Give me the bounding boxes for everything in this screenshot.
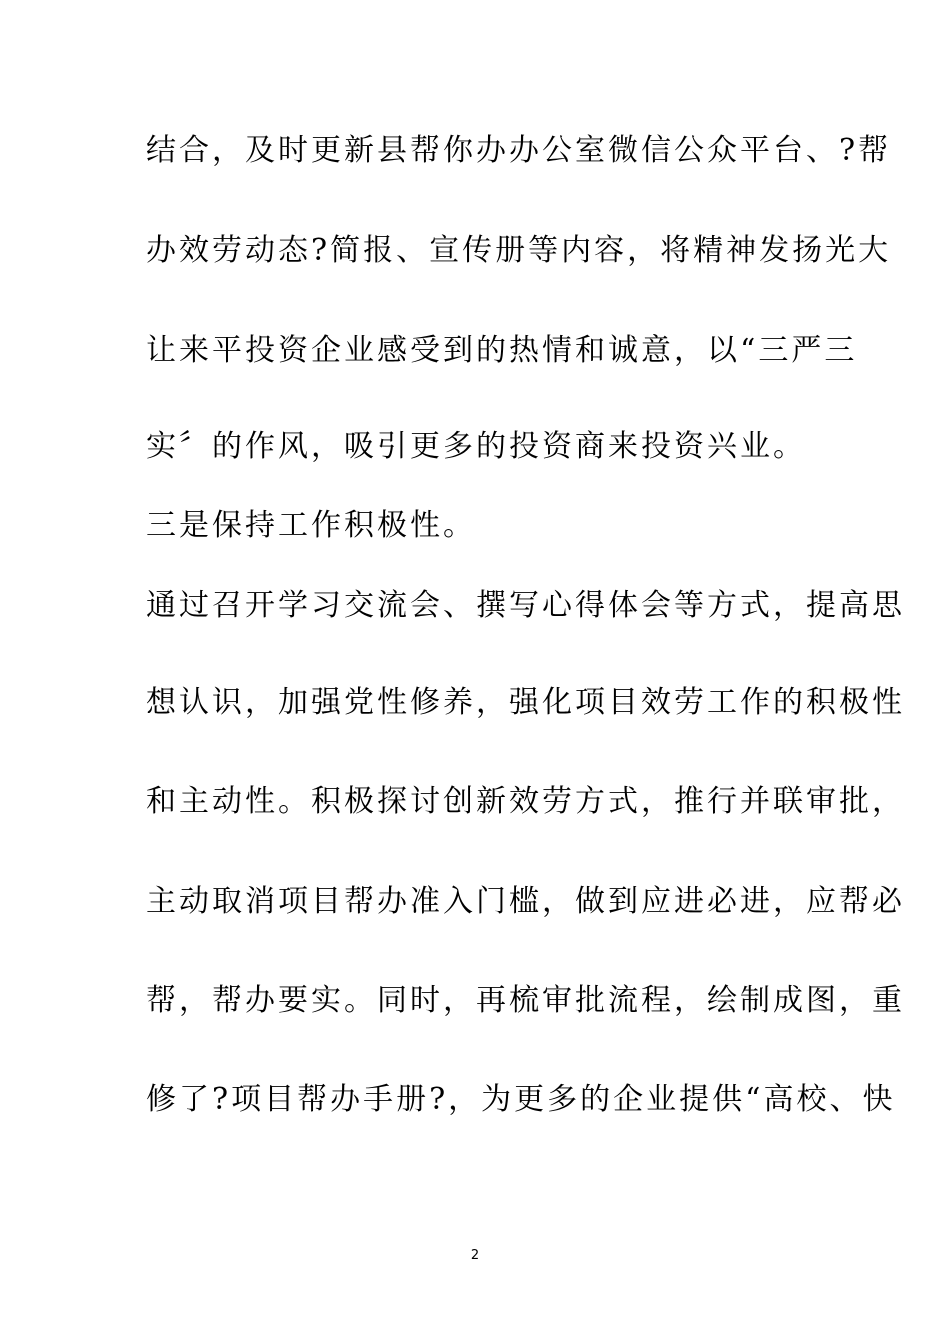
text-line: 主动取消项目帮办准入门槛，做到应进必进，应帮必 — [146, 884, 905, 919]
text-line: 结合，及时更新县帮你办办公室微信公众平台、?帮 — [146, 133, 892, 168]
text-line: 通过召开学习交流会、撰写心得体会等方式，提高思 — [146, 588, 905, 623]
text-line: 和主动性。积极探讨创新效劳方式，推行并联审批， — [146, 784, 905, 819]
page-number: 2 — [470, 1248, 480, 1263]
text-line: 让来平投资企业感受到的热情和诚意，以“三严三 — [146, 333, 858, 368]
text-line: 办效劳动态?简报、宣传册等内容，将精神发扬光大 — [146, 233, 892, 268]
text-line: 实〞的作风，吸引更多的投资商来投资兴业。 — [146, 429, 806, 464]
text-line: 帮，帮办要实。同时，再梳审批流程，绘制成图，重 — [146, 983, 905, 1018]
text-line: 修了?项目帮办手册?，为更多的企业提供“高校、快 — [146, 1082, 896, 1117]
section-heading: 三是保持工作积极性。 — [146, 508, 476, 543]
text-line: 想认识，加强党性修养，强化项目效劳工作的积极性 — [146, 685, 905, 720]
